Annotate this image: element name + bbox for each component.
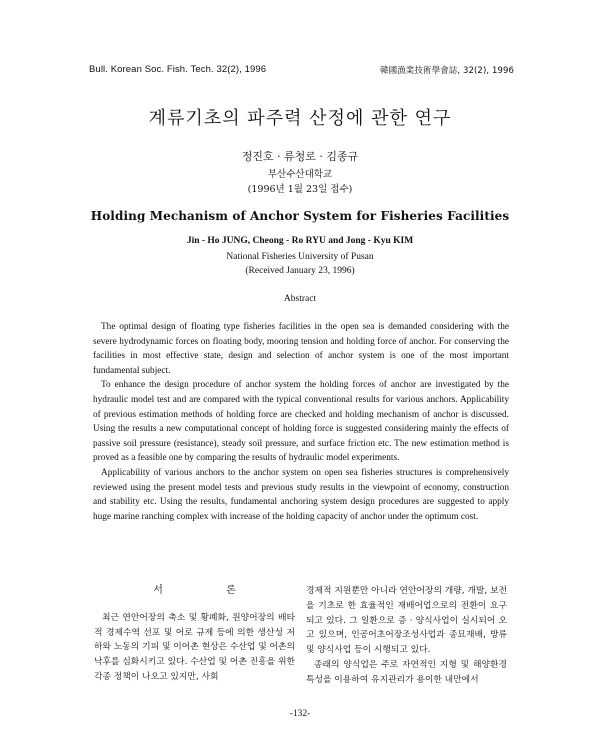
- english-received-date: (Received January 23, 1996): [245, 266, 355, 276]
- intro-paragraph: 종래의 양식업은 주로 자연적인 지형 및 해양환경 특성을 이용하여 유지관리가 용이한 내만에서: [306, 659, 507, 685]
- section-heading-introduction: 서 론: [153, 585, 266, 596]
- korean-affiliation: 부산수산대학교: [267, 169, 333, 180]
- journal-header-left: Bull. Korean Soc. Fish. Tech. 32(2), 1996: [89, 64, 267, 75]
- english-authors: Jin - Ho JUNG, Cheong - Ro RYU and Jong - Kyu KIM: [186, 236, 414, 246]
- korean-received-date: (1996년 1월 23일 접수): [247, 184, 353, 195]
- english-title: Holding Mechanism of Anchor System for Fisheries Facilities: [90, 209, 510, 223]
- intro-paragraph: 경제적 지원뿐만 아니라 연안어장의 개량, 개발, 보전을 기초로 한 효율적인 재배어업으로의 전환이 요구되고 있다. 그 일환으로 증 · 양식사업이 실시되어 오고 있으며, 인공어초어장조성사업과 종묘재배, 방류 및 양식사업 등이 시행되고 있다.: [306, 586, 507, 656]
- abstract-paragraph: Applicability of various anchors to the anchor system on open sea fisheries structures is comprehensively reviewed using the present model tests and previous study results in the viewpoint of economy, construction and stability etc. Using the results, fundamental anchoring system design procedures are suggested to apply huge marine ranching complex with increase of the holding capacity of anchor under the optimum cost.: [93, 467, 509, 522]
- korean-title: 계류기초의 파주력 산정에 관한 연구: [148, 108, 452, 129]
- intro-right-column: [306, 584, 507, 688]
- abstract-paragraph: The optimal design of floating type fisheries facilities in the open sea is demanded considering with the severe hydrodynamic forces on floating body, mooring tension and holding force of anchor. For conserving the facilities in most effective state, design and selection of anchor system is one of the most important fundamental subject.: [93, 322, 509, 376]
- intro-paragraph: 최근 연안어장의 축소 및 황폐화, 원양어장의 배타적 경제수역 선포 및 어로 규제 등에 의한 생산성 저하와 노동의 기피 및 이어촌 현상은 수산업 및 어촌의 낙후를 심화시키고 있다. 수산업 및 어촌 진흥을 위한 각종 정책이 나오고 있지만, 사회: [94, 612, 295, 682]
- abstract-body: [93, 320, 509, 524]
- intro-left-column: [94, 584, 295, 685]
- journal-header-right: 韓國漁業技術學會誌, 32(2), 1996: [380, 66, 514, 76]
- english-affiliation: National Fisheries University of Pusan: [226, 252, 374, 262]
- page-number: -132-: [289, 709, 311, 719]
- abstract-paragraph: To enhance the design procedure of anchor system the holding forces of anchor are investigated by the hydraulic model test and are compared with the typical conventional results for various anchors. Applicability of previous estimation methods of holding force are checked and holding mechanism of anchor is discussed. Using the results a new computational concept of holding force is suggested considering mainly the effects of passive soil pressure (resistance), steady soil pressure, and surface friction etc. The new estimation method is proved as a feasible one by comparing the results of hydraulic model experiments.: [93, 380, 509, 464]
- korean-authors: 정진호 · 류청로 · 김종규: [241, 150, 359, 163]
- abstract-heading: Abstract: [283, 294, 317, 304]
